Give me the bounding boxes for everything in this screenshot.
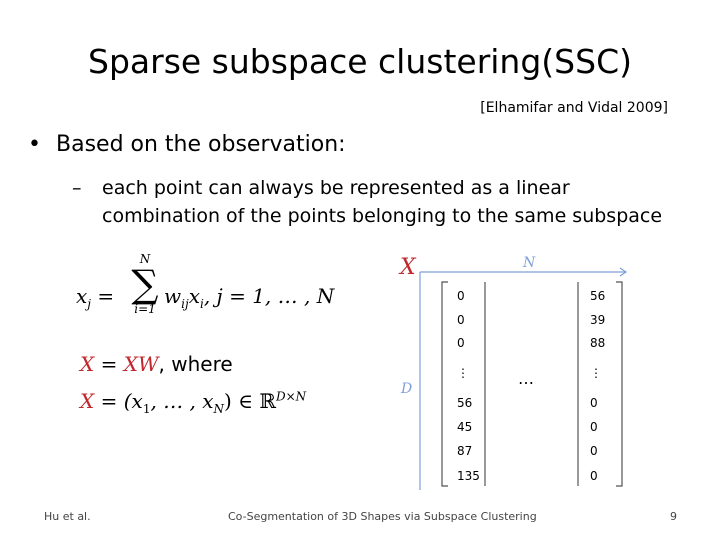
matrix-cell: ⋮	[590, 366, 602, 380]
sub-bullet-line-2: combination of the points belonging to the same subspace	[102, 205, 663, 227]
slide-title: Sparse subspace clustering(SSC)	[88, 42, 632, 81]
matrix-cell: 0	[457, 289, 465, 303]
eq1-w-sub: ij	[181, 297, 189, 311]
equation-data-matrix: $X = (x_1$, … , $x_N$) ∈ ℝ$^{D\times N}$	[80, 389, 307, 416]
left-bracket-icon	[442, 282, 448, 486]
eq3-end: ) ∈ ℝ	[224, 389, 276, 413]
eq3-sub1: 1	[142, 402, 151, 416]
eq3-sup: D×N	[276, 389, 307, 404]
bullet-item	[28, 132, 346, 157]
eq3-subN: N	[213, 402, 225, 416]
dash-icon: –	[72, 177, 82, 199]
sub-bullet-line-1: each point can always be represented as a linear	[102, 177, 570, 199]
footer-title: Co-Segmentation of 3D Shapes via Subspace Clustering	[228, 510, 537, 523]
right-bracket-icon	[616, 282, 622, 486]
matrix-column-2	[590, 289, 605, 483]
matrix-cell: 0	[457, 336, 465, 350]
matrix-cell: 56	[457, 396, 473, 410]
citation: [Elhamifar and Vidal 2009]	[480, 100, 668, 116]
matrix-cell: 56	[590, 289, 606, 303]
equation-linear-combination: $x_j$ =	[76, 284, 115, 311]
equation-self-expression: X = XW, where	[80, 352, 233, 376]
sum-lower-limit: i=1	[134, 302, 156, 316]
matrix-cell: 39	[590, 313, 606, 327]
matrix-label-X: X	[400, 255, 416, 280]
matrix-cell: 135	[457, 469, 480, 483]
footer-author: Hu et al.	[44, 510, 91, 523]
matrix-cell: 87	[457, 444, 473, 458]
matrix-diagram	[390, 250, 640, 500]
matrix-cell: 0	[590, 469, 598, 483]
matrix-cell: ⋮	[457, 366, 469, 380]
matrix-cell: 0	[457, 313, 465, 327]
matrix-cell: 45	[457, 420, 473, 434]
eq1-lhs-sub: j	[87, 297, 92, 311]
bullet-dot-icon: •	[28, 132, 41, 157]
sigma-icon: ∑	[131, 262, 159, 306]
eq2-rhs: XW	[123, 352, 159, 376]
eq3-mid: , … , x	[150, 389, 214, 413]
eq1-tail: , j = 1, … , N	[203, 284, 335, 308]
matrix-label-D: D	[401, 381, 413, 397]
matrix-cell: 0	[590, 396, 598, 410]
eq2-lhs: X	[80, 352, 95, 376]
sum-operator	[130, 252, 160, 316]
matrix-column-1	[457, 289, 480, 483]
eq2-where: , where	[158, 352, 233, 376]
sum-upper-limit: N	[139, 252, 151, 266]
eq1-lhs: x	[76, 284, 88, 308]
page-number: 9	[670, 510, 677, 523]
sub-bullet-item	[72, 174, 662, 230]
matrix-cell: 88	[590, 336, 606, 350]
eq1-w: w	[164, 284, 182, 308]
bullet-text: Based on the observation:	[56, 132, 346, 157]
matrix-ellipsis: …	[518, 369, 534, 388]
matrix-label-N: N	[523, 255, 536, 271]
matrix-cell: 0	[590, 444, 598, 458]
eq1-x-sub: i	[199, 297, 204, 311]
eq3-lhs: X	[80, 389, 95, 413]
equation-terms	[164, 284, 334, 311]
matrix-cell: 0	[590, 420, 598, 434]
eq1-x: x	[188, 284, 200, 308]
eq3-rhs: (x	[123, 389, 143, 413]
